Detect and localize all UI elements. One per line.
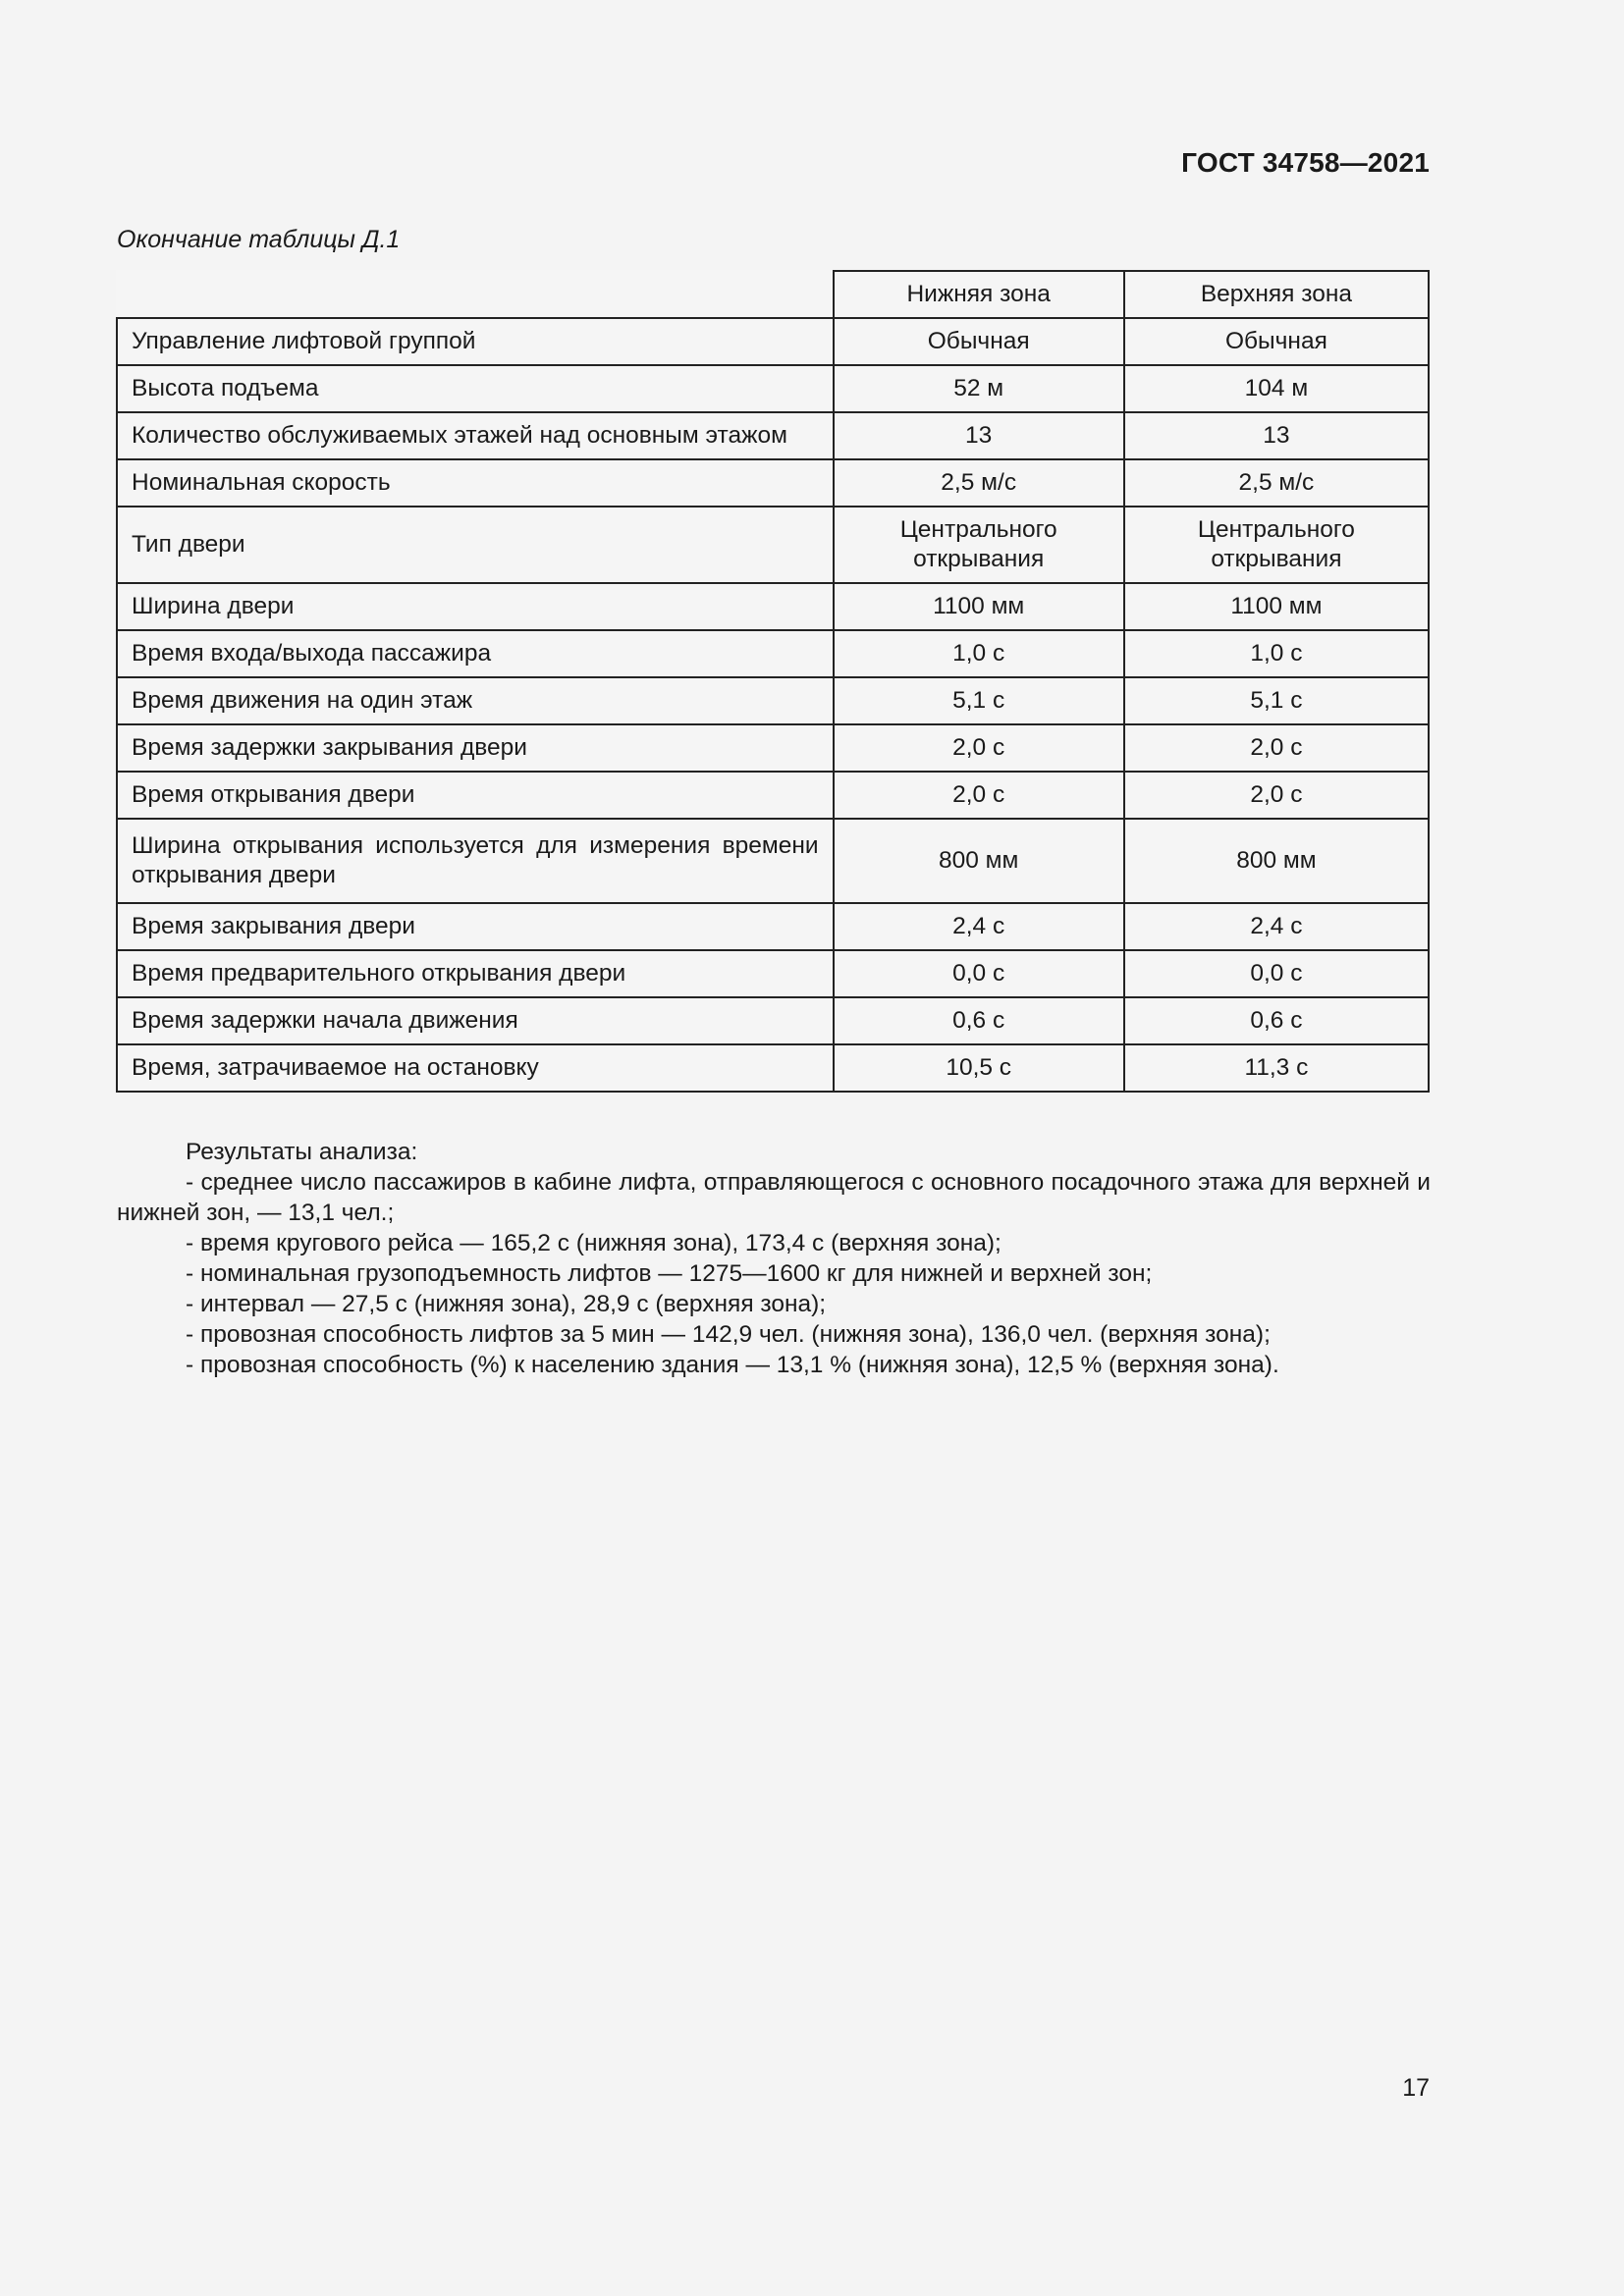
lower-zone-value-line: открывания: [913, 546, 1045, 572]
table-row: [117, 819, 1429, 903]
page-number: 17: [1402, 2074, 1430, 2102]
param-name: Время предварительного открывания двери: [117, 950, 834, 997]
param-name: Ширина двери: [117, 583, 834, 630]
param-name: Время открывания двери: [117, 772, 834, 819]
param-name: Управление лифтовой группой: [117, 318, 834, 365]
table-row: [117, 772, 1429, 819]
lower-zone-value: 5,1 с: [834, 677, 1124, 724]
lower-zone-value: 10,5 с: [834, 1044, 1124, 1092]
lower-zone-value: 1100 мм: [834, 583, 1124, 630]
param-name: Время задержки начала движения: [117, 997, 834, 1044]
table-row: [117, 997, 1429, 1044]
param-name: Высота подъема: [117, 365, 834, 412]
column-header-upper-zone: Верхняя зона: [1124, 271, 1429, 318]
lower-zone-value: 2,4 с: [834, 903, 1124, 950]
param-name: Время движения на один этаж: [117, 677, 834, 724]
upper-zone-value: [1124, 507, 1429, 583]
table-row: [117, 724, 1429, 772]
table-row: [117, 1044, 1429, 1092]
table-row: [117, 507, 1429, 583]
table-row: [117, 365, 1429, 412]
result-item: - провозная способность (%) к населению здания — 13,1 % (нижняя зона), 12,5 % (верхняя зона).: [186, 1352, 1279, 1378]
lower-zone-value-line: Центрального: [899, 516, 1057, 543]
param-name: Время закрывания двери: [117, 903, 834, 950]
upper-zone-value-line: открывания: [1211, 546, 1342, 572]
lower-zone-value: 2,5 м/с: [834, 459, 1124, 507]
upper-zone-value: 1,0 с: [1124, 630, 1429, 677]
upper-zone-value: 2,0 с: [1124, 772, 1429, 819]
result-item: - провозная способность лифтов за 5 мин — 142,9 чел. (нижняя зона), 136,0 чел. (верхняя зона);: [186, 1321, 1271, 1348]
upper-zone-value: 0,0 с: [1124, 950, 1429, 997]
lower-zone-value: 800 мм: [834, 819, 1124, 903]
upper-zone-value: 0,6 с: [1124, 997, 1429, 1044]
param-name: Тип двери: [117, 507, 834, 583]
lower-zone-value: 13: [834, 412, 1124, 459]
table-row: [117, 903, 1429, 950]
param-name: Ширина открывания используется для измерения времени открывания двери: [117, 819, 834, 903]
upper-zone-value: 5,1 с: [1124, 677, 1429, 724]
upper-zone-value: Обычная: [1124, 318, 1429, 365]
table-row: [117, 950, 1429, 997]
result-item: - интервал — 27,5 с (нижняя зона), 28,9 с (верхняя зона);: [186, 1291, 827, 1317]
result-item: - время кругового рейса — 165,2 с (нижняя зона), 173,4 с (верхняя зона);: [186, 1230, 1001, 1256]
lower-zone-value: [834, 507, 1124, 583]
result-item: - среднее число пассажиров в кабине лифта, отправляющегося с основного посадочного этажа для верхней и нижней зон, — 13,1 чел.;: [117, 1169, 1431, 1226]
param-name: Время входа/выхода пассажира: [117, 630, 834, 677]
table-row: [117, 412, 1429, 459]
table-row: [117, 630, 1429, 677]
upper-zone-value: 2,4 с: [1124, 903, 1429, 950]
header-blank-cell: [117, 271, 834, 318]
upper-zone-value: 2,0 с: [1124, 724, 1429, 772]
param-name: Время задержки закрывания двери: [117, 724, 834, 772]
upper-zone-value-line: Центрального: [1197, 516, 1355, 543]
table-header-row: [117, 271, 1429, 318]
upper-zone-value: 1100 мм: [1124, 583, 1429, 630]
document-code: ГОСТ 34758—2021: [1181, 147, 1430, 178]
upper-zone-value: 2,5 м/с: [1124, 459, 1429, 507]
lower-zone-value: Обычная: [834, 318, 1124, 365]
upper-zone-value: 11,3 с: [1124, 1044, 1429, 1092]
upper-zone-value: 13: [1124, 412, 1429, 459]
lower-zone-value: 52 м: [834, 365, 1124, 412]
result-item: - номинальная грузоподъемность лифтов — 1275—1600 кг для нижней и верхней зон;: [186, 1260, 1153, 1287]
param-name: Номинальная скорость: [117, 459, 834, 507]
lower-zone-value: 2,0 с: [834, 724, 1124, 772]
param-name: Время, затрачиваемое на остановку: [117, 1044, 834, 1092]
results-heading: Результаты анализа:: [186, 1139, 418, 1165]
table-row: [117, 677, 1429, 724]
parameters-table: [116, 270, 1430, 1093]
column-header-lower-zone: Нижняя зона: [834, 271, 1124, 318]
upper-zone-value: 104 м: [1124, 365, 1429, 412]
param-name: Количество обслуживаемых этажей над основным этажом: [117, 412, 834, 459]
lower-zone-value: 0,0 с: [834, 950, 1124, 997]
analysis-results: [117, 1137, 1431, 1380]
lower-zone-value: 0,6 с: [834, 997, 1124, 1044]
lower-zone-value: 2,0 с: [834, 772, 1124, 819]
lower-zone-value: 1,0 с: [834, 630, 1124, 677]
table-row: [117, 459, 1429, 507]
table-row: [117, 318, 1429, 365]
upper-zone-value: 800 мм: [1124, 819, 1429, 903]
table-caption: Окончание таблицы Д.1: [117, 226, 401, 253]
table-row: [117, 583, 1429, 630]
